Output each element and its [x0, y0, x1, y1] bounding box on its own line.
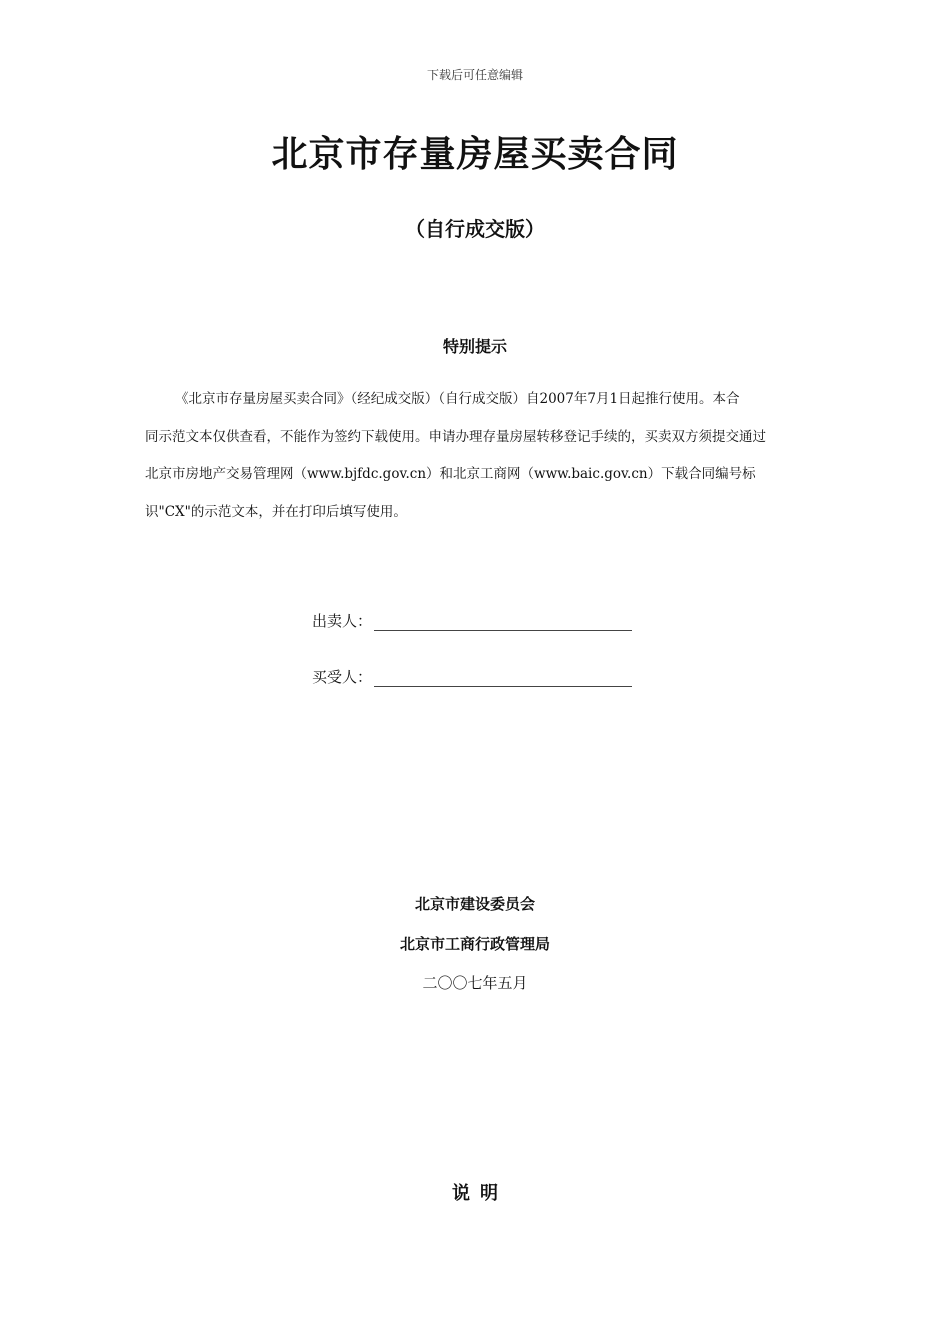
notice-line: 《北京市存量房屋买卖合同》（经纪成交版）（自行成交版）自2007年7月1日起推行使用。本合 [175, 391, 740, 407]
notice-line: 识"CX"的示范文本，并在打印后填写使用。 [145, 503, 407, 520]
notice-line: 北京市房地产交易管理网（www.bjfdc.gov.cn）和北京工商网（www.baic.gov.cn）下载合同编号标 [145, 466, 756, 482]
issue-date: 二〇〇七年五月 [422, 974, 528, 992]
seller-row [312, 610, 632, 631]
issuer-industry-commerce-bureau: 北京市工商行政管理局 [399, 935, 550, 953]
buyer-row [312, 666, 632, 687]
notice-body [145, 381, 810, 531]
document-subtitle: （自行成交版） [405, 217, 545, 241]
document-title: 北京市存量房屋买卖合同 [271, 134, 679, 175]
buyer-blank-line [374, 668, 632, 687]
issuer-construction-commission: 北京市建设委员会 [414, 895, 535, 913]
header-note: 下载后可任意编辑 [426, 68, 523, 82]
buyer-label: 买受人： [312, 668, 373, 686]
notice-heading: 特别提示 [442, 337, 507, 356]
seller-label: 出卖人： [312, 612, 373, 630]
section-heading-explanation: 说明 [452, 1183, 508, 1204]
seller-blank-line [374, 612, 632, 631]
notice-line: 同示范文本仅供查看，不能作为签约下载使用。申请办理存量房屋转移登记手续的，买卖双方须提交通过 [145, 428, 766, 445]
